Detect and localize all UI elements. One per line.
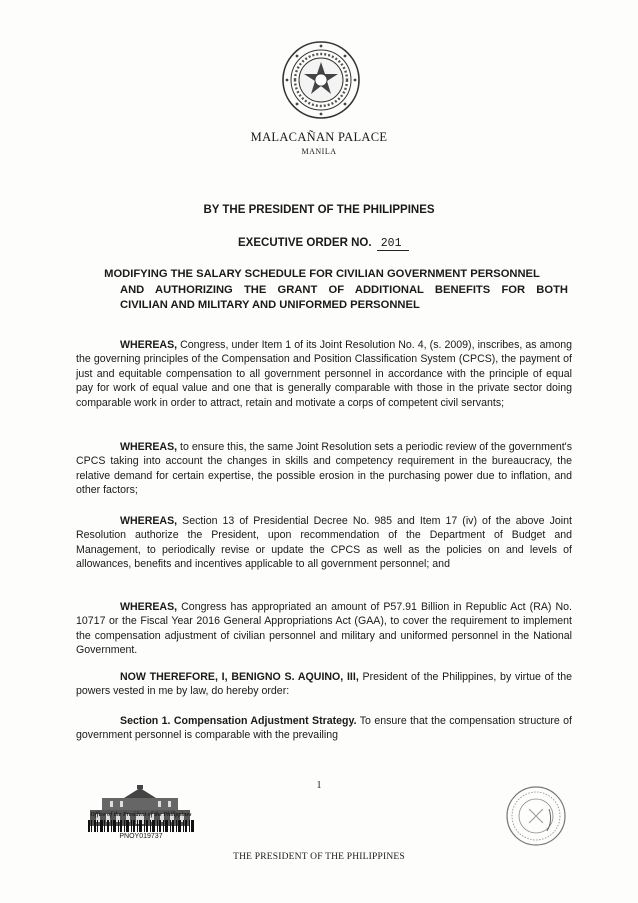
whereas-paragraph-1 xyxy=(76,338,572,410)
executive-order-label: EXECUTIVE ORDER NO. xyxy=(238,237,372,249)
page-number: 1 xyxy=(316,780,322,791)
whereas-paragraph-3 xyxy=(76,514,572,572)
section-1 xyxy=(76,714,572,743)
section-text: To ensure that the compensation structure of government personnel is comparable with the prevailing xyxy=(76,715,572,742)
footer-text: THE PRESIDENT OF THE PHILIPPINES xyxy=(233,852,405,862)
palace-heading: MALACAÑAN PALACE xyxy=(250,130,388,144)
title-line-1: MODIFYING THE SALARY SCHEDULE FOR CIVILIAN GOVERNMENT PERSONNEL xyxy=(104,268,540,280)
whereas-paragraph-4 xyxy=(76,600,572,658)
paragraph-text: President of the Philippines, by virtue of the powers vested in me by law, do hereby order: xyxy=(76,671,572,698)
executive-order-line xyxy=(238,237,409,251)
order-title xyxy=(76,267,568,314)
title-line-2: AND AUTHORIZING THE GRANT OF ADDITIONAL BENEFITS FOR BOTH xyxy=(120,283,568,296)
executive-order-number: 201 xyxy=(377,237,410,251)
paragraph-lead: WHEREAS, xyxy=(120,441,178,453)
now-therefore-paragraph xyxy=(76,670,572,699)
issuer-heading: BY THE PRESIDENT OF THE PHILIPPINES xyxy=(203,204,435,216)
paragraph-text: Section 13 of Presidential Decree No. 985 and Item 17 (iv) of the above Joint Resolution authorize the President, upon recommendation of the Department of Budget and Management, to periodically revise or update the CPCS as well as the policies on and levels of allowances, benefits and incentives applicable to all government personnel; and xyxy=(76,515,572,571)
paragraph-lead: WHEREAS, xyxy=(120,339,178,351)
city-heading: MANILA xyxy=(301,147,337,156)
section-heading: Section 1. Compensation Adjustment Strategy. xyxy=(120,715,357,727)
paragraph-lead: WHEREAS, xyxy=(120,515,178,527)
stamp-office-label: Office of the President of the Philippines xyxy=(90,812,192,818)
whereas-paragraph-2 xyxy=(76,440,572,498)
paragraph-lead: NOW THEREFORE, I, BENIGNO S. AQUINO, III, xyxy=(120,671,359,683)
presidential-seal-icon xyxy=(281,40,361,120)
paragraph-text: to ensure this, the same Joint Resolution sets a periodic review of the government's CPCS taking into account the changes in skills and competency requirement in the bureaucracy, the relative demand for certain expertise, the possible erosion in the purchasing power due to inflation, and other factors; xyxy=(76,441,572,497)
title-line-3: CIVILIAN AND MILITARY AND UNIFORMED PERSONNEL xyxy=(120,299,420,311)
barcode-icon xyxy=(88,820,194,832)
barcode-number: PNOY019737 xyxy=(119,833,163,840)
department-seal-icon xyxy=(505,785,567,847)
paragraph-lead: WHEREAS, xyxy=(120,601,178,613)
paragraph-text: Congress, under Item 1 of its Joint Resolution No. 4, (s. 2009), inscribes, as among the governing principles of the Compensation and Position Classification System (CPCS), the payment of just and equitable compensation to all government personnel in accordance with the principle of equal pay for work of equal value and one that is generally comparable with those in the private sector doing comparable work in order to attract, retain and motivate a corps of competent civil servants; xyxy=(76,339,572,409)
paragraph-text: Congress has appropriated an amount of P57.91 Billion in Republic Act (RA) No. 10717 or the Fiscal Year 2016 General Appropriations Act (GAA), to cover the requirement to implement the compensation adjustment of civilian personnel and military and uniformed personnel in the National Government. xyxy=(76,601,572,657)
